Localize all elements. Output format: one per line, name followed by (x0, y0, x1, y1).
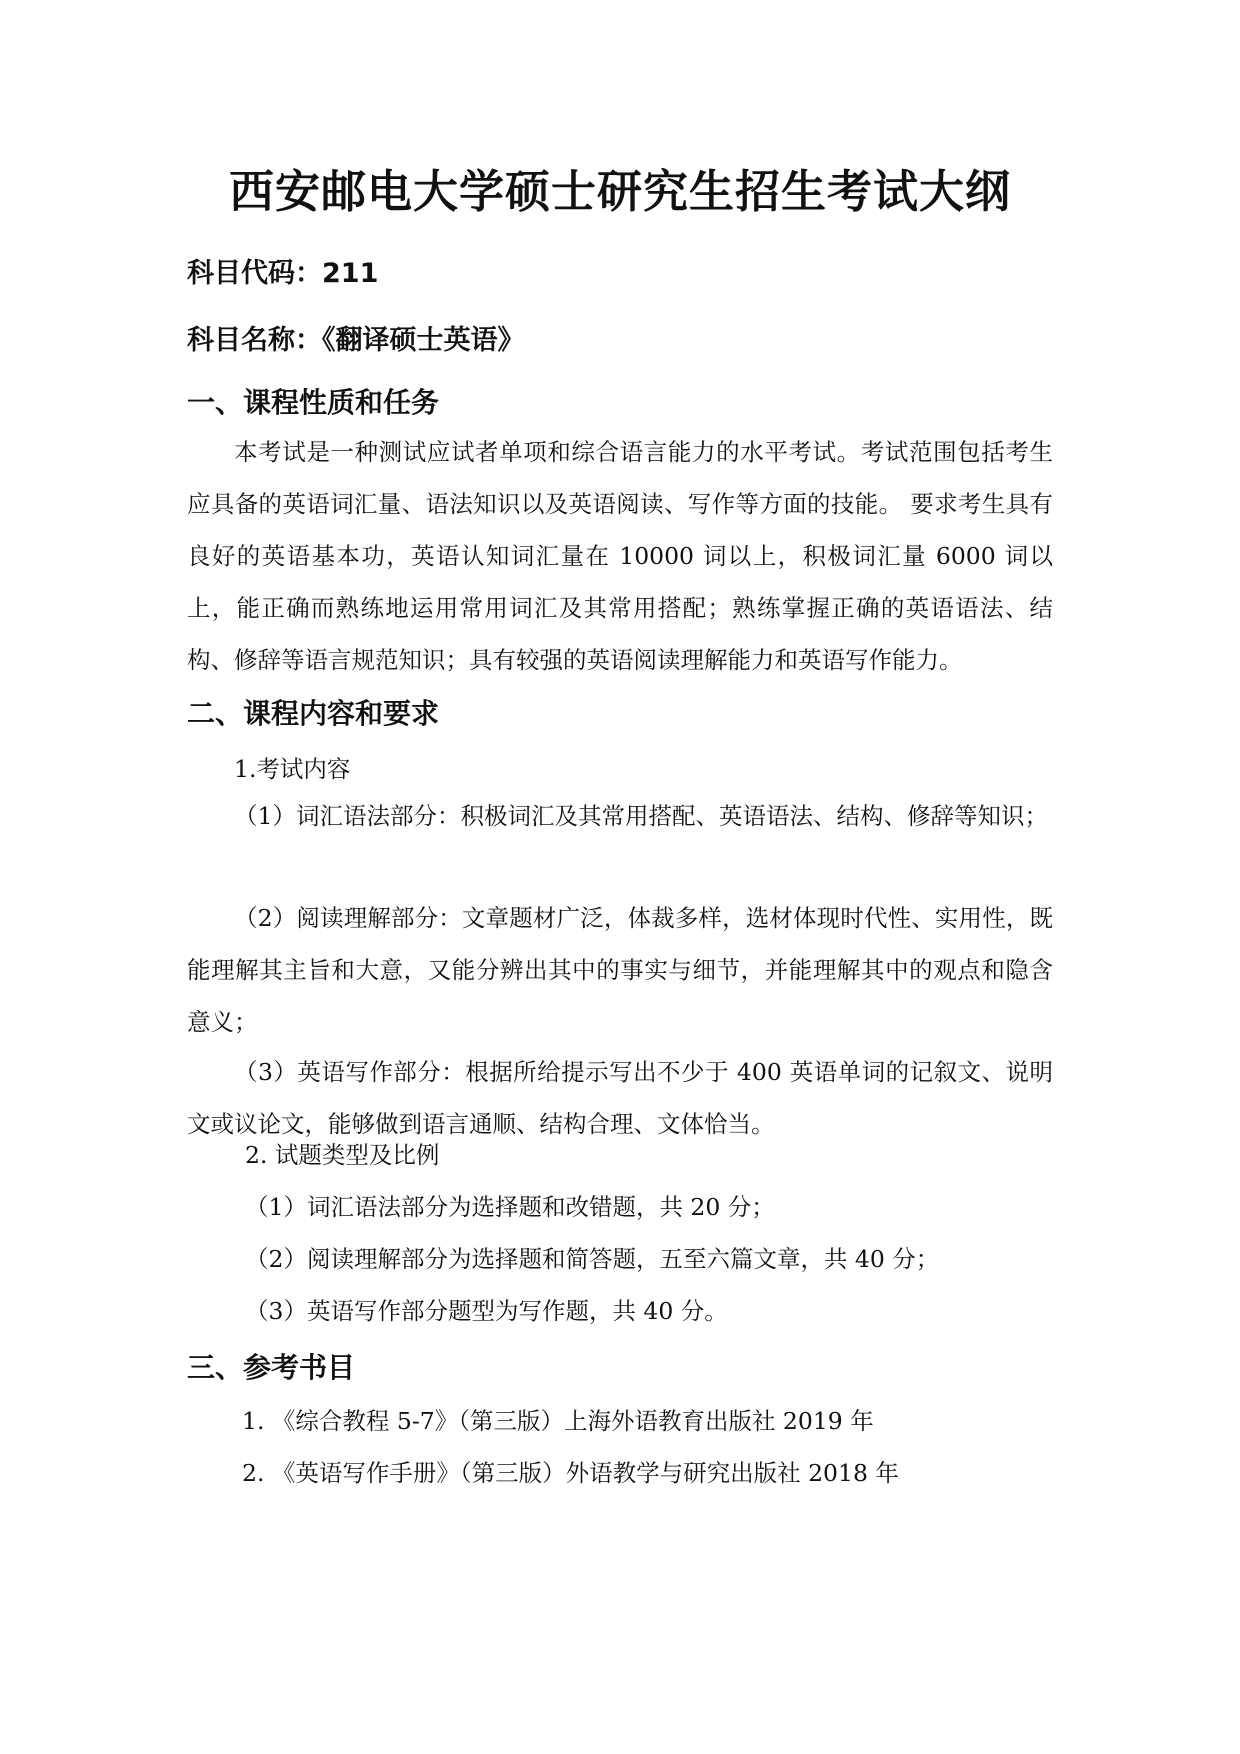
section-1-paragraph: 本考试是一种测试应试者单项和综合语言能力的水平考试。考试范围包括考生应具备的英语词汇量、语法知识以及英语阅读、写作等方面的技能。 要求考生具有良好的英语基本功，英语认知词汇量在 10000 词以上，积极词汇量 6000 词以上，能正确而熟练地运用常用词汇及其常用搭配；熟练掌握正确的英语语法、结构、修辞等语言规范知识；具有较强的英语阅读理解能力和英语写作能力。 (187, 438, 1053, 674)
page-title: 西安邮电大学硕士研究生招生考试大纲 (228, 165, 1011, 218)
reference-item-2: 2. 《英语写作手册》（第三版）外语教学与研究出版社 2018 年 (242, 1459, 899, 1487)
content-item-3: （3）英语写作部分：根据所给提示写出不少于 400 英语单词的记叙文、说明文或议论文，能够做到语言通顺、结构合理、文体恰当。 (187, 1058, 1053, 1138)
question-types-subtitle: 2. 试题类型及比例 (245, 1141, 440, 1169)
type-item-3: （3）英语写作部分题型为写作题，共 40 分。 (245, 1297, 728, 1325)
section-2-heading: 二、课程内容和要求 (187, 697, 440, 730)
subject-name: 科目名称：《翻译硕士英语》 (187, 325, 525, 356)
exam-content-subtitle: 1.考试内容 (234, 755, 351, 783)
type-item-1: （1）词汇语法部分为选择题和改错题，共 20 分； (245, 1193, 775, 1221)
type-item-2: （2）阅读理解部分为选择题和简答题，五至六篇文章，共 40 分； (245, 1245, 940, 1273)
content-item-2: （2）阅读理解部分：文章题材广泛，体裁多样，选材体现时代性、实用性，既能理解其主旨和大意，又能分辨出其中的事实与细节，并能理解其中的观点和隐含意义； (187, 904, 1053, 1036)
section-3-heading: 三、参考书目 (187, 1351, 356, 1384)
subject-code: 科目代码：211 (187, 258, 379, 289)
section-1-heading: 一、课程性质和任务 (187, 386, 440, 419)
content-item-1: （1）词汇语法部分：积极词汇及其常用搭配、英语语法、结构、修辞等知识； (234, 802, 1048, 830)
reference-item-1: 1. 《综合教程 5-7》（第三版）上海外语教育出版社 2019 年 (242, 1407, 874, 1435)
